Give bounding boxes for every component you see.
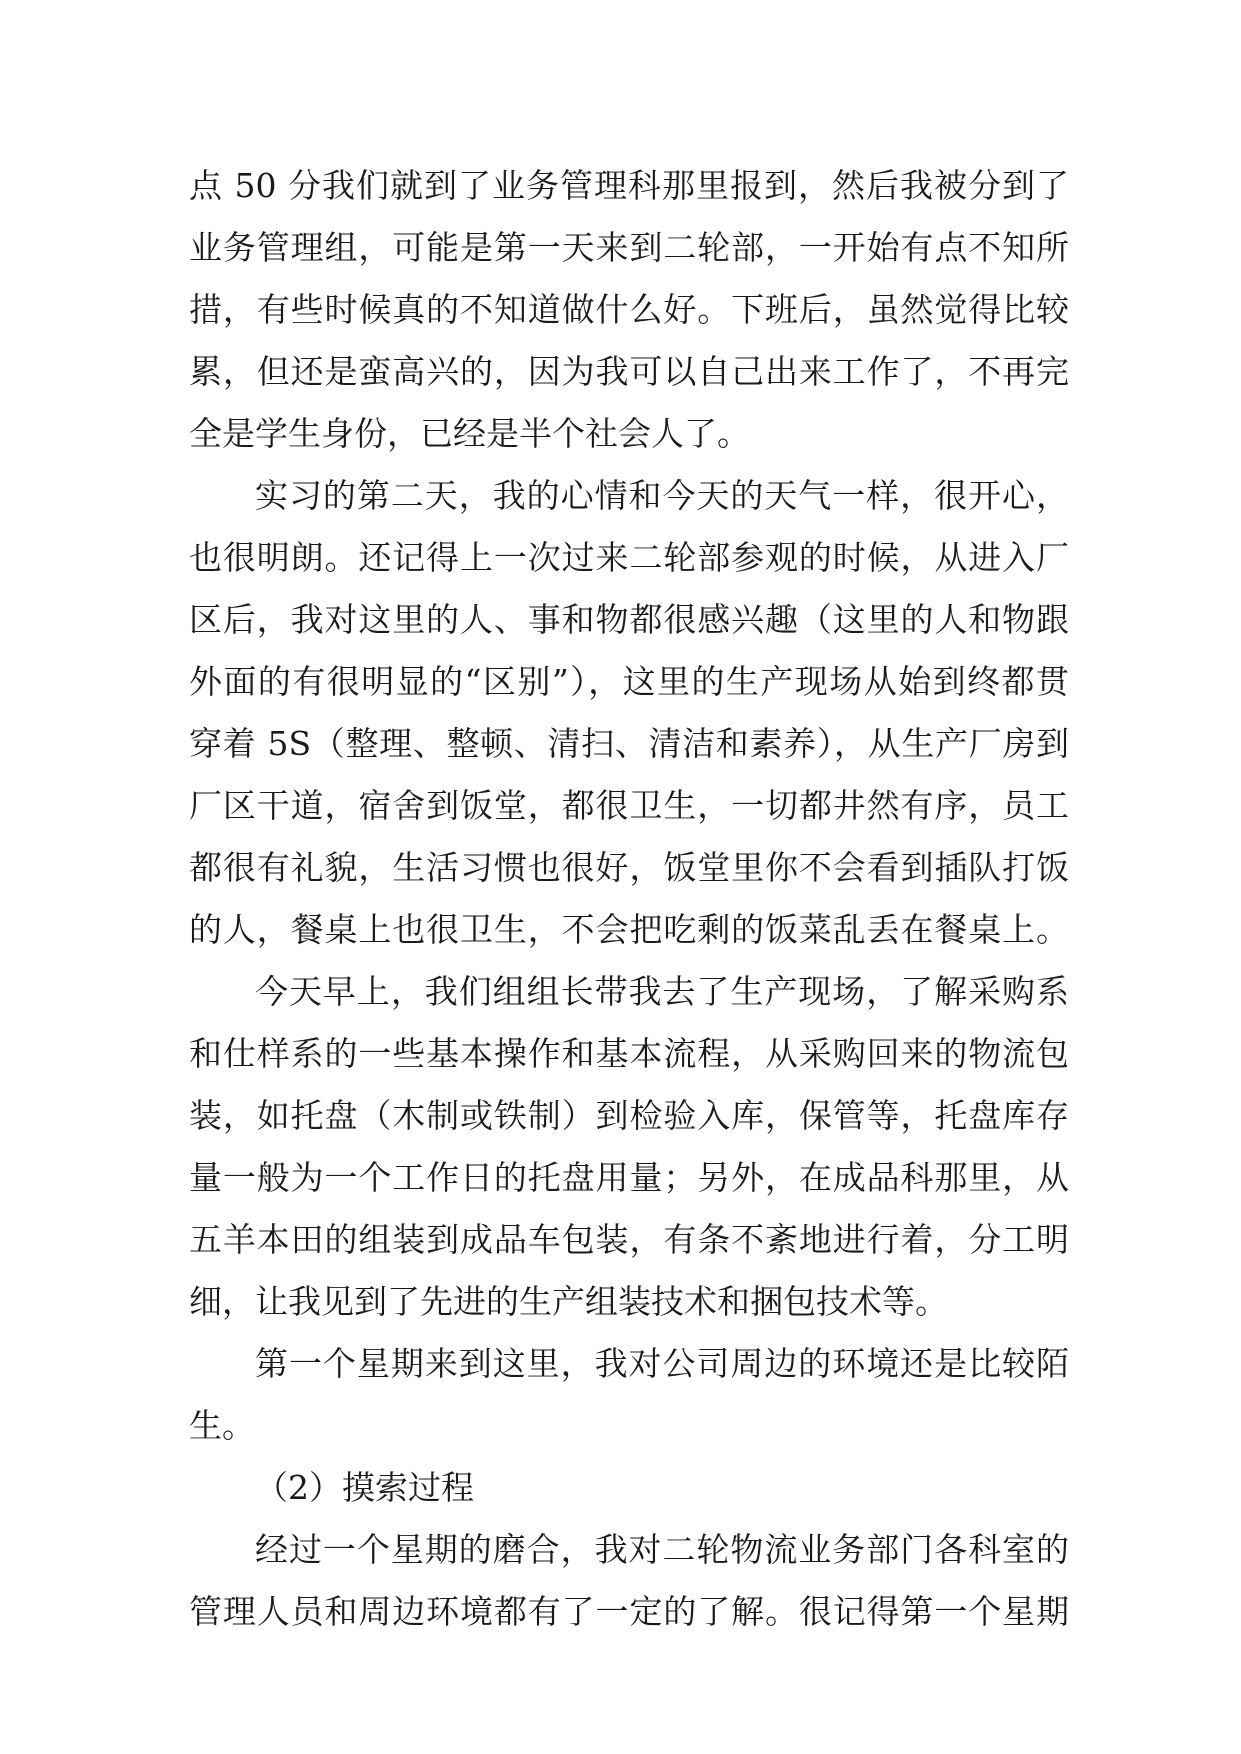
text-line: 细，让我见到了先进的生产组装技术和捆包技术等。 [189, 1282, 948, 1321]
text-line: 区后，我对这里的人、事和物都很感兴趣（这里的人和物跟 [189, 600, 1069, 639]
paragraph-first-line: 经过一个星期的磨合，我对二轮物流业务部门各科室的 [255, 1530, 1069, 1569]
text-line: 累，但还是蛮高兴的，因为我可以自己出来工作了，不再完 [189, 352, 1069, 391]
text-line: 都很有礼貌，生活习惯也很好，饭堂里你不会看到插队打饭 [189, 848, 1069, 887]
text-line: 和仕样系的一些基本操作和基本流程，从采购回来的物流包 [189, 1034, 1069, 1073]
text-line: 业务管理组，可能是第一天来到二轮部，一开始有点不知所 [189, 228, 1069, 267]
text-line: 外面的有很明显的“区别”），这里的生产现场从始到终都贯 [189, 662, 1069, 701]
text-line: 厂区干道，宿舍到饭堂，都很卫生，一切都井然有序，员工 [189, 786, 1069, 825]
text-line: 全是学生身份，已经是半个社会人了。 [189, 414, 750, 453]
text-line: 穿着 5S（整理、整顿、清扫、清洁和素养），从生产厂房到 [189, 724, 1069, 763]
text-line: 也很明朗。还记得上一次过来二轮部参观的时候，从进入厂 [189, 538, 1069, 577]
text-line: 生。 [189, 1406, 255, 1445]
paragraph-first-line: 实习的第二天，我的心情和今天的天气一样，很开心， [255, 476, 1069, 515]
text-line: 管理人员和周边环境都有了一定的了解。很记得第一个星期 [189, 1592, 1069, 1631]
text-line: 点 50 分我们就到了业务管理科那里报到，然后我被分到了 [189, 166, 1069, 205]
paragraph-first-line: 第一个星期来到这里，我对公司周边的环境还是比较陌 [255, 1344, 1069, 1383]
text-line: 措，有些时候真的不知道做什么好。下班后，虽然觉得比较 [189, 290, 1069, 329]
text-line: 五羊本田的组装到成品车包装，有条不紊地进行着，分工明 [189, 1220, 1069, 1259]
paragraph-first-line: 今天早上，我们组组长带我去了生产现场，了解采购系 [255, 972, 1069, 1011]
section-heading: （2）摸索过程 [255, 1468, 474, 1507]
text-line: 装，如托盘（木制或铁制）到检验入库，保管等，托盘库存 [189, 1096, 1069, 1135]
text-line: 的人，餐桌上也很卫生，不会把吃剩的饭菜乱丢在餐桌上。 [189, 910, 1069, 949]
text-line: 量一般为一个工作日的托盘用量；另外，在成品科那里，从 [189, 1158, 1069, 1197]
